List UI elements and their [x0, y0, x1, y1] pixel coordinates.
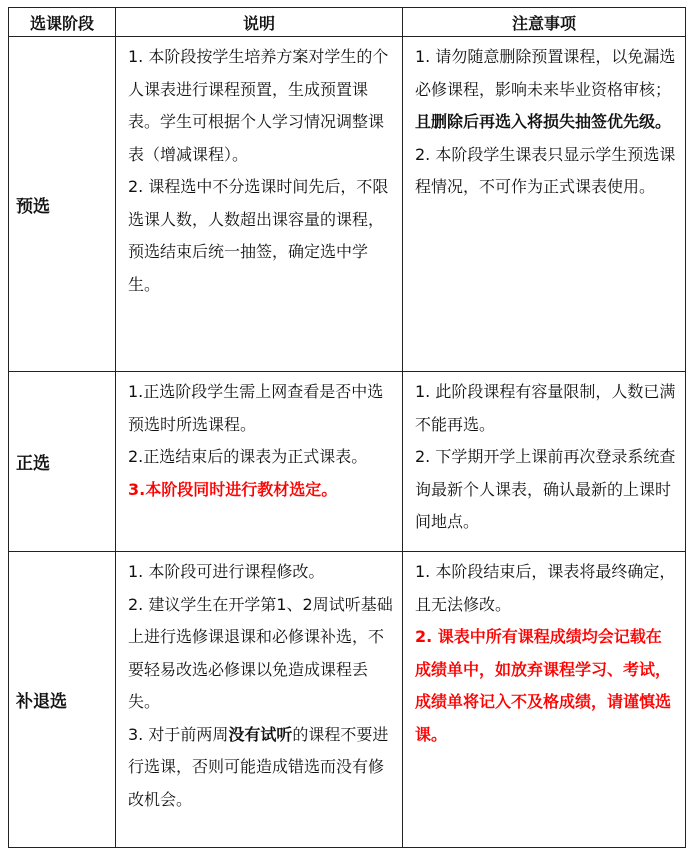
header-stage: 选课阶段: [9, 8, 116, 37]
header-row: [9, 8, 686, 37]
table-row-formal-selection: [9, 372, 686, 552]
stage-formal-selection: 正选: [9, 372, 116, 552]
description-item: [128, 719, 394, 817]
note-item: 2. 本阶段学生课表只显示学生预选课程情况，不可作为正式课表使用。: [415, 144, 676, 196]
description-text: 3. 对于前两周: [128, 724, 229, 744]
description-red-highlight: 3.本阶段同时进行教材选定。: [128, 479, 338, 499]
note-item: 1. 本阶段结束后，课表将最终确定，且无法修改。: [415, 562, 676, 614]
note-red-warning: 2. 课表中所有课程成绩均会记载在成绩单中，如放弃课程学习、考试，成绩单将记入不及格成绩，请谨慎选课。: [415, 627, 672, 744]
description-item: 1.正选阶段学生需上网查看是否中选预选时所选课程。: [128, 382, 384, 434]
description-item: 1. 本阶段按学生培养方案对学生的个人课表进行课程预置，生成预置课表。学生可根据个人学习情况调整课表（增减课程）。: [128, 47, 389, 164]
table-row-add-drop: [9, 552, 686, 848]
note-item: [415, 41, 677, 139]
notes-formal-selection: [403, 372, 686, 552]
header-notes: 注意事项: [403, 8, 686, 37]
description-preselection: [116, 37, 403, 372]
description-bold-text: 没有试听: [228, 724, 293, 744]
note-item: 1. 此阶段课程有容量限制，人数已满不能再选。: [415, 382, 676, 434]
notes-add-drop: [403, 552, 686, 848]
stage-preselection: 预选: [9, 37, 116, 372]
description-formal-selection: [116, 372, 403, 552]
table-row-preselection: [9, 37, 686, 372]
note-item: 2. 下学期开学上课前再次登录系统查询最新个人课表，确认最新的上课时间地点。: [415, 447, 676, 531]
note-text: 1. 请勿随意删除预置课程，以免漏选必修课程，影响未来毕业资格审核；: [415, 47, 676, 99]
description-item: 2. 课程选中不分选课时间先后，不限选课人数，人数超出课容量的课程，预选结束后统一抽签，确定选中学生。: [128, 177, 389, 294]
description-item: 2.正选结束后的课表为正式课表。: [128, 447, 368, 466]
course-selection-table: [8, 7, 686, 848]
stage-add-drop: 补退选: [9, 552, 116, 848]
description-item: 1. 本阶段可进行课程修改。: [128, 562, 325, 581]
header-description: 说明: [116, 8, 403, 37]
description-text: 的课程不要进行选课，否则可能造成错选而没有修改机会。: [128, 724, 389, 809]
description-item: 2. 建议学生在开学第1、2周试听基础上进行选修课退课和必修课补选，不要轻易改选必修课以免造成课程丢失。: [128, 594, 393, 711]
note-bold-warning: 且删除后再选入将损失抽签优先级。: [415, 112, 672, 131]
description-add-drop: [116, 552, 403, 848]
notes-preselection: [403, 37, 686, 372]
